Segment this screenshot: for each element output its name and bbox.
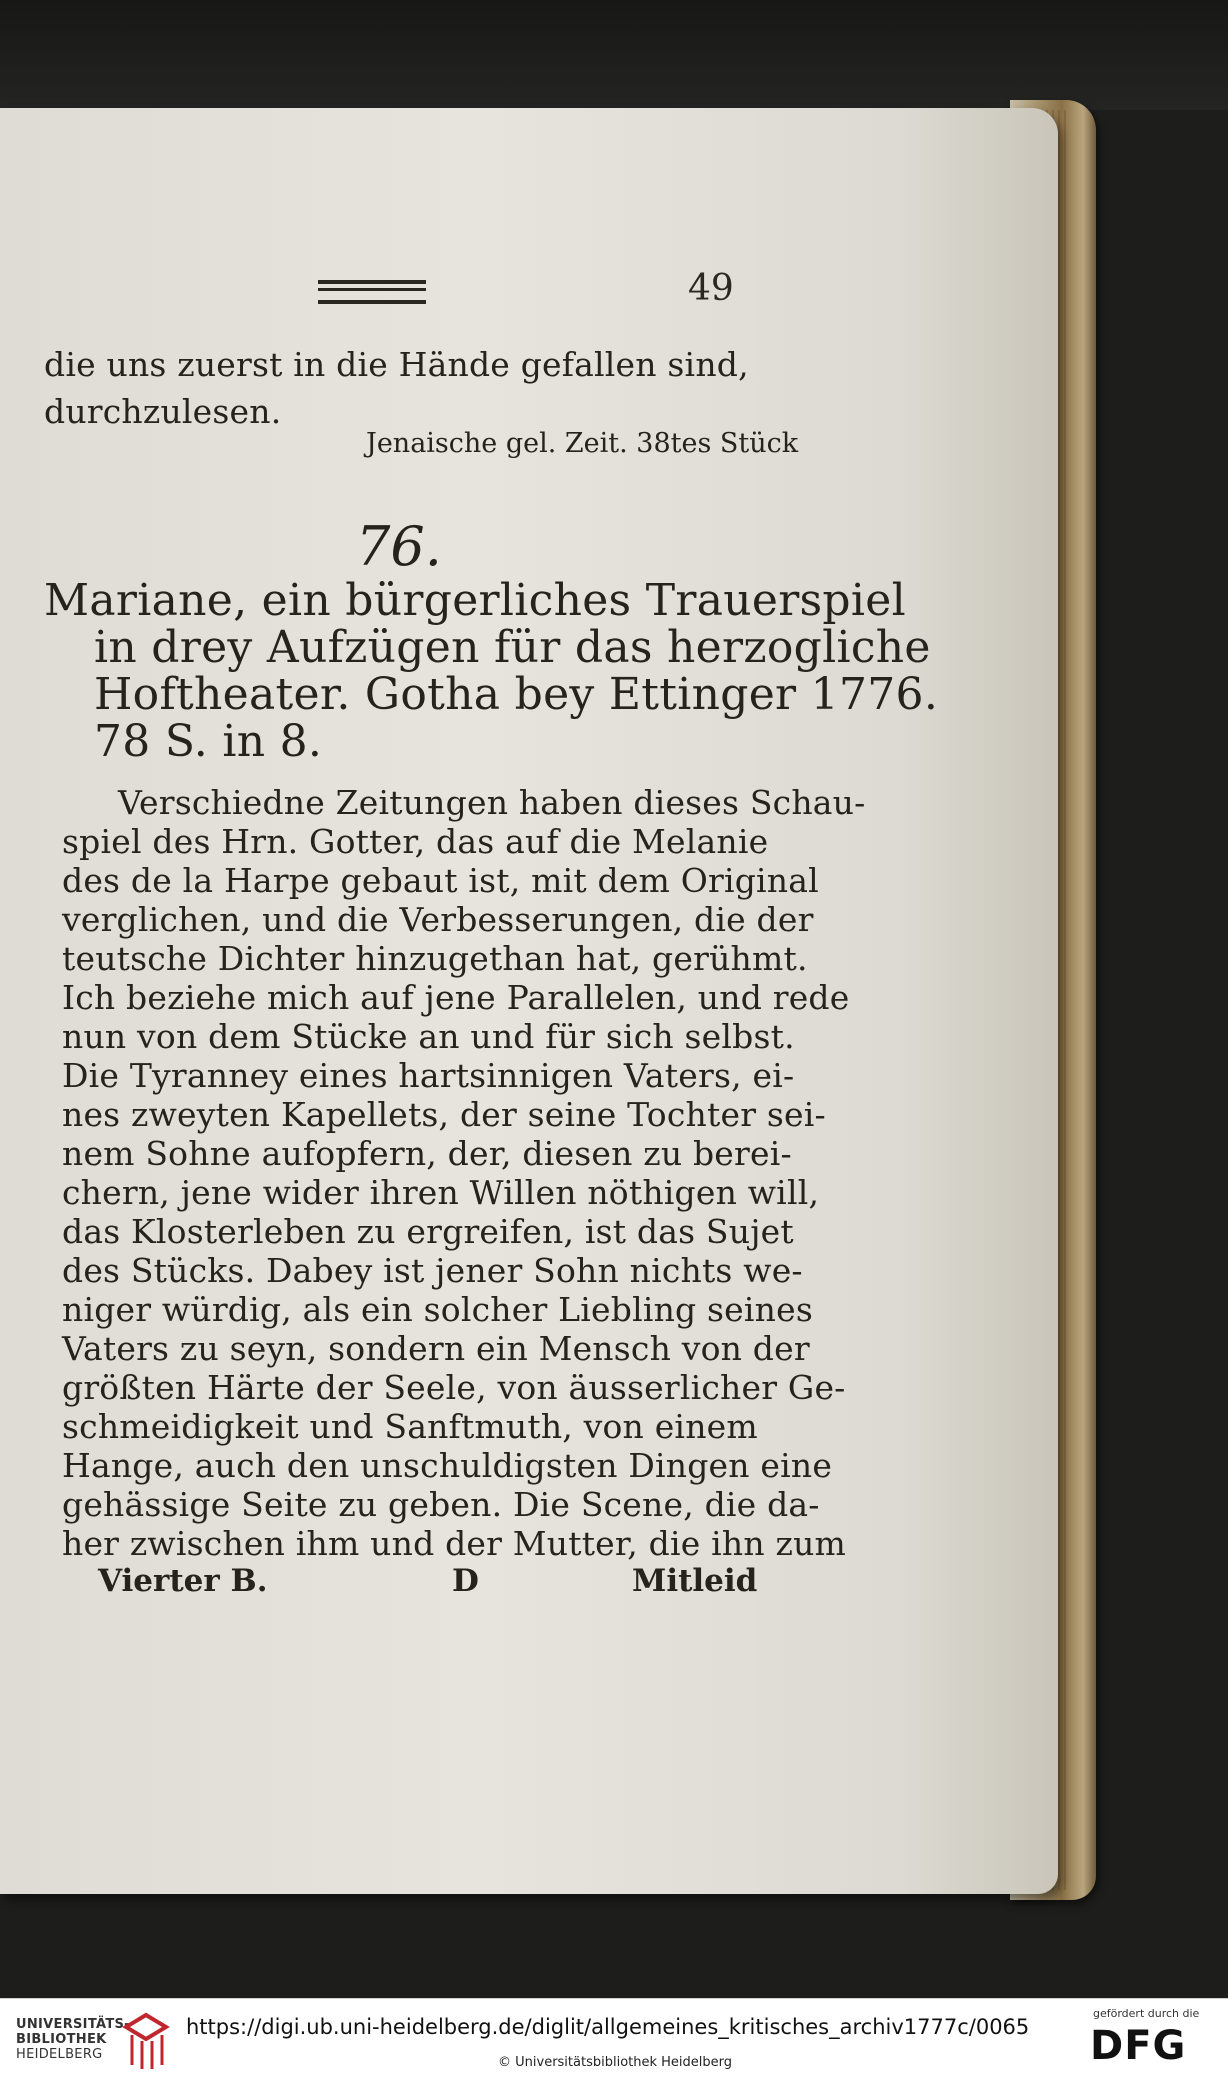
- body-line: chern, jene wider ihren Willen nöthigen will,: [62, 1173, 820, 1212]
- body-line: niger würdig, als ein solcher Liebling seines: [62, 1290, 813, 1329]
- body-line: das Klosterleben zu ergreifen, ist das Sujet: [62, 1212, 794, 1251]
- body-line: spiel des Hrn. Gotter, das auf die Melanie: [62, 822, 769, 861]
- body-line: Verschiedne Zeitungen haben dieses Schau-: [118, 783, 866, 822]
- catchword: Mitleid: [632, 1563, 758, 1599]
- entry-title-line: Mariane, ein bürgerliches Trauerspiel: [44, 575, 906, 626]
- funding-label: gefördert durch die: [1093, 2007, 1200, 2020]
- page-number: 49: [688, 268, 734, 309]
- body-line: des Stücks. Dabey ist jener Sohn nichts we-: [62, 1251, 803, 1290]
- body-line: Ich beziehe mich auf jene Parallelen, und rede: [62, 978, 850, 1017]
- dfg-logo[interactable]: DFG: [1090, 2023, 1187, 2069]
- body-line: gehässige Seite zu geben. Die Scene, die da-: [62, 1485, 820, 1524]
- signature-mark: Vierter B.: [98, 1563, 268, 1599]
- scan-background: [0, 0, 1228, 110]
- entry-number: 76.: [356, 515, 442, 578]
- signature-letter: D: [452, 1563, 479, 1599]
- body-line: her zwischen ihm und der Mutter, die ihn zum: [62, 1524, 847, 1563]
- text-line: die uns zuerst in die Hände gefallen sind,: [44, 345, 749, 384]
- text-line: durchzulesen.: [44, 392, 282, 431]
- library-name-line: HEIDELBERG: [16, 2047, 103, 2062]
- library-logo[interactable]: [16, 2017, 130, 2062]
- body-line: nun von dem Stücke an und für sich selbst.: [62, 1017, 795, 1056]
- entry-title-line: in drey Aufzügen für das herzogliche: [94, 622, 931, 673]
- body-line: Die Tyranney eines hartsinnigen Vaters, ei-: [62, 1056, 795, 1095]
- source-reference: Jenaische gel. Zeit. 38tes Stück: [366, 428, 799, 459]
- body-line: schmeidigkeit und Sanftmuth, von einem: [62, 1407, 758, 1446]
- body-line: größten Härte der Seele, von äusserlicher Ge-: [62, 1368, 846, 1407]
- permalink-url[interactable]: https://digi.ub.uni-heidelberg.de/diglit/allgemeines_kritisches_archiv1777c/0065: [186, 2015, 1030, 2039]
- entry-title-line: Hoftheater. Gotha bey Ettinger 1776.: [94, 669, 939, 720]
- body-line: Hange, auch den unschuldigsten Dingen eine: [62, 1446, 833, 1485]
- library-emblem-icon: [122, 2011, 170, 2073]
- body-line: Vaters zu seyn, sondern ein Mensch von der: [62, 1329, 810, 1368]
- library-name-line: UNIVERSITÄTS-: [16, 2017, 130, 2032]
- body-line: verglichen, und die Verbesserungen, die der: [62, 900, 814, 939]
- body-line: des de la Harpe gebaut ist, mit dem Original: [62, 861, 819, 900]
- copyright-notice: © Universitätsbibliothek Heidelberg: [498, 2055, 733, 2070]
- library-name-line: BIBLIOTHEK: [16, 2032, 107, 2047]
- body-line: nem Sohne aufopfern, der, diesen zu berei-: [62, 1134, 792, 1173]
- footer-bar: [0, 1998, 1228, 2085]
- body-line: nes zweyten Kapellets, der seine Tochter sei-: [62, 1095, 826, 1134]
- header-rule: [318, 280, 426, 304]
- entry-title-line: 78 S. in 8.: [94, 716, 323, 767]
- body-line: teutsche Dichter hinzugethan hat, gerühmt.: [62, 939, 808, 978]
